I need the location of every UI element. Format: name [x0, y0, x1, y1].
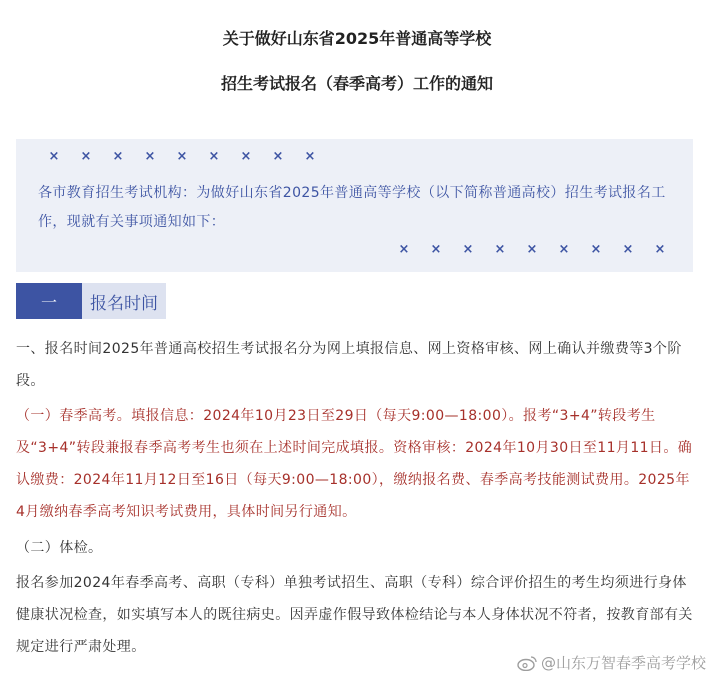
watermark — [517, 652, 706, 673]
decor-cross-icon: × — [304, 149, 316, 164]
decor-cross-icon: × — [112, 149, 124, 164]
decor-cross-icon: × — [654, 242, 666, 257]
decor-cross-icon: × — [590, 242, 602, 257]
decor-cross-icon: × — [240, 149, 252, 164]
decor-crosses-top — [38, 149, 326, 164]
decor-cross-icon: × — [622, 242, 634, 257]
weibo-icon — [517, 655, 537, 671]
page-title-line1: 关于做好山东省2025年普通高等学校 — [222, 29, 492, 48]
intro-text: 各市教育招生考试机构：为做好山东省2025年普通高等学校（以下简称普通高校）招生考试报名工作，现就有关事项通知如下： — [38, 185, 666, 230]
decor-crosses-bottom — [388, 242, 676, 257]
page-title-line2: 招生考试报名（春季高考）工作的通知 — [220, 74, 493, 93]
decor-cross-icon: × — [48, 149, 60, 164]
decor-cross-icon: × — [430, 242, 442, 257]
decor-cross-icon: × — [208, 149, 220, 164]
decor-cross-icon: × — [494, 242, 506, 257]
decor-cross-icon: × — [176, 149, 188, 164]
paragraph-spring-exam: （一）春季高考。填报信息：2024年10月23日至29日（每天9:00—18:00）。报考“3+4”转段考生及“3+4”转段兼报春季高考考生也须在上述时间完成填报。资格审核：2024年10月30日至11月11日。确认缴费：2024年11月12日至16日（每天9:00—18:00），缴纳报名费、春季高考技能测试费用。2025年4月缴纳春季高考知识考试费用，具体时间另行通知。 — [16, 408, 693, 520]
decor-cross-icon: × — [526, 242, 538, 257]
section-number: 一 — [16, 283, 82, 319]
decor-cross-icon: × — [272, 149, 284, 164]
paragraph-registration-time: 一、报名时间2025年普通高校招生考试报名分为网上填报信息、网上资格审核、网上确认并缴费等3个阶段。 — [16, 341, 682, 389]
decor-cross-icon: × — [462, 242, 474, 257]
decor-cross-icon: × — [558, 242, 570, 257]
paragraph-physical-exam: 报名参加2024年春季高考、高职（专科）单独考试招生、高职（专科）综合评价招生的考生均须进行身体健康状况检查，如实填写本人的既往病史。因弄虚作假导致体检结论与本人身体状况不符者，按教育部有关规定进行严肃处理。 — [16, 575, 693, 655]
decor-cross-icon: × — [144, 149, 156, 164]
section-label: 报名时间 — [82, 283, 166, 319]
watermark-text: @山东万智春季高考学校 — [540, 654, 706, 672]
paragraph-physical-exam-heading: （二）体检。 — [16, 540, 103, 556]
decor-cross-icon: × — [398, 242, 410, 257]
decor-cross-icon: × — [80, 149, 92, 164]
intro-box — [16, 139, 693, 272]
section-heading — [16, 283, 166, 319]
